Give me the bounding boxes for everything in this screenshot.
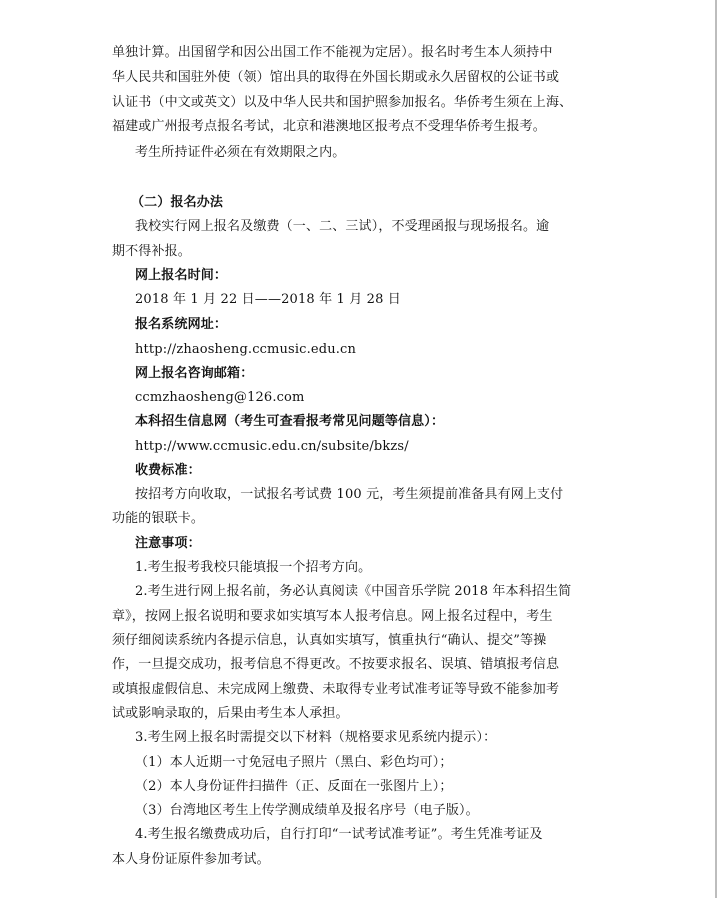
text-line: 功能的银联卡。: [112, 511, 205, 526]
email-link[interactable]: ccmzhaosheng@126.com: [135, 390, 305, 405]
text-line: 本人身份证原件参加考试。: [112, 852, 270, 867]
text-line: 4.考生报名缴费成功后，自行打印“一试考试准考证”。考生凭准考证及: [135, 827, 543, 842]
subheading: 收费标准：: [135, 463, 201, 478]
section-heading: （二）报名办法: [131, 195, 224, 210]
subheading: 网上报名咨询邮箱：: [135, 366, 254, 381]
text-line: 2018 年 1 月 22 日——2018 年 1 月 28 日: [135, 292, 401, 307]
text-line: 2.考生进行网上报名前，务必认真阅读《中国音乐学院 2018 年本科招生简: [135, 584, 572, 599]
list-item: （2）本人身份证件扫描件（正、反面在一张图片上）；: [135, 779, 453, 794]
text-line: 试或影响录取的，后果由考生本人承担。: [112, 706, 349, 721]
text-line: 认证书（中文或英文）以及中华人民共和国护照参加报名。华侨考生须在上海、: [112, 95, 573, 110]
text-line: 福建或广州报考点报名考试，北京和港澳地区报考点不受理华侨考生报考。: [112, 119, 546, 134]
url-link[interactable]: http://zhaosheng.ccmusic.edu.cn: [135, 342, 356, 357]
text-line: 考生所持证件必须在有效期限之内。: [135, 145, 346, 160]
text-line: 须仔细阅读系统内各提示信息，认真如实填写，慎重执行“确认、提交”等操: [112, 633, 547, 648]
text-line: 我校实行网上报名及缴费（一、二、三试），不受理函报与现场报名。逾: [135, 219, 550, 234]
text-line: 按招考方向收取，一试报名考试费 100 元，考生须提前准备具有网上支付: [135, 487, 564, 502]
subheading: 注意事项：: [135, 536, 201, 551]
list-item: （3）台湾地区考生上传学测成绩单及报名序号（电子版）。: [135, 803, 479, 818]
text-line: 华人民共和国驻外使（领）馆出具的取得在外国长期或永久居留权的公证书或: [112, 70, 560, 85]
url-link[interactable]: http://www.ccmusic.edu.cn/subsite/bkzs/: [135, 439, 409, 454]
text-line: 单独计算。出国留学和因公出国工作不能视为定居）。报名时考生本人须持中: [112, 45, 553, 60]
list-item: （1）本人近期一寸免冠电子照片（黑白、彩色均可）；: [135, 755, 453, 770]
text-line: 或填报虚假信息、未完成网上缴费、未取得专业考试准考证等导致不能参加考: [112, 682, 560, 697]
subheading: 报名系统网址：: [135, 317, 228, 332]
subheading: 网上报名时间：: [135, 268, 228, 283]
text-line: 3.考生网上报名时需提交以下材料（规格要求见系统内提示）：: [135, 730, 497, 745]
text-line: 作，一旦提交成功，报考信息不得更改。不按要求报名、误填、错填报考信息: [112, 657, 560, 672]
text-line: 章》，按网上报名说明和要求如实填写本人报考信息。网上报名过程中，考生: [112, 609, 553, 624]
subheading: 本科招生信息网（考生可查看报考常见问题等信息）：: [135, 414, 445, 429]
text-line: 期不得补报。: [112, 244, 191, 259]
text-line: 1.考生报考我校只能填报一个招考方向。: [135, 560, 372, 575]
